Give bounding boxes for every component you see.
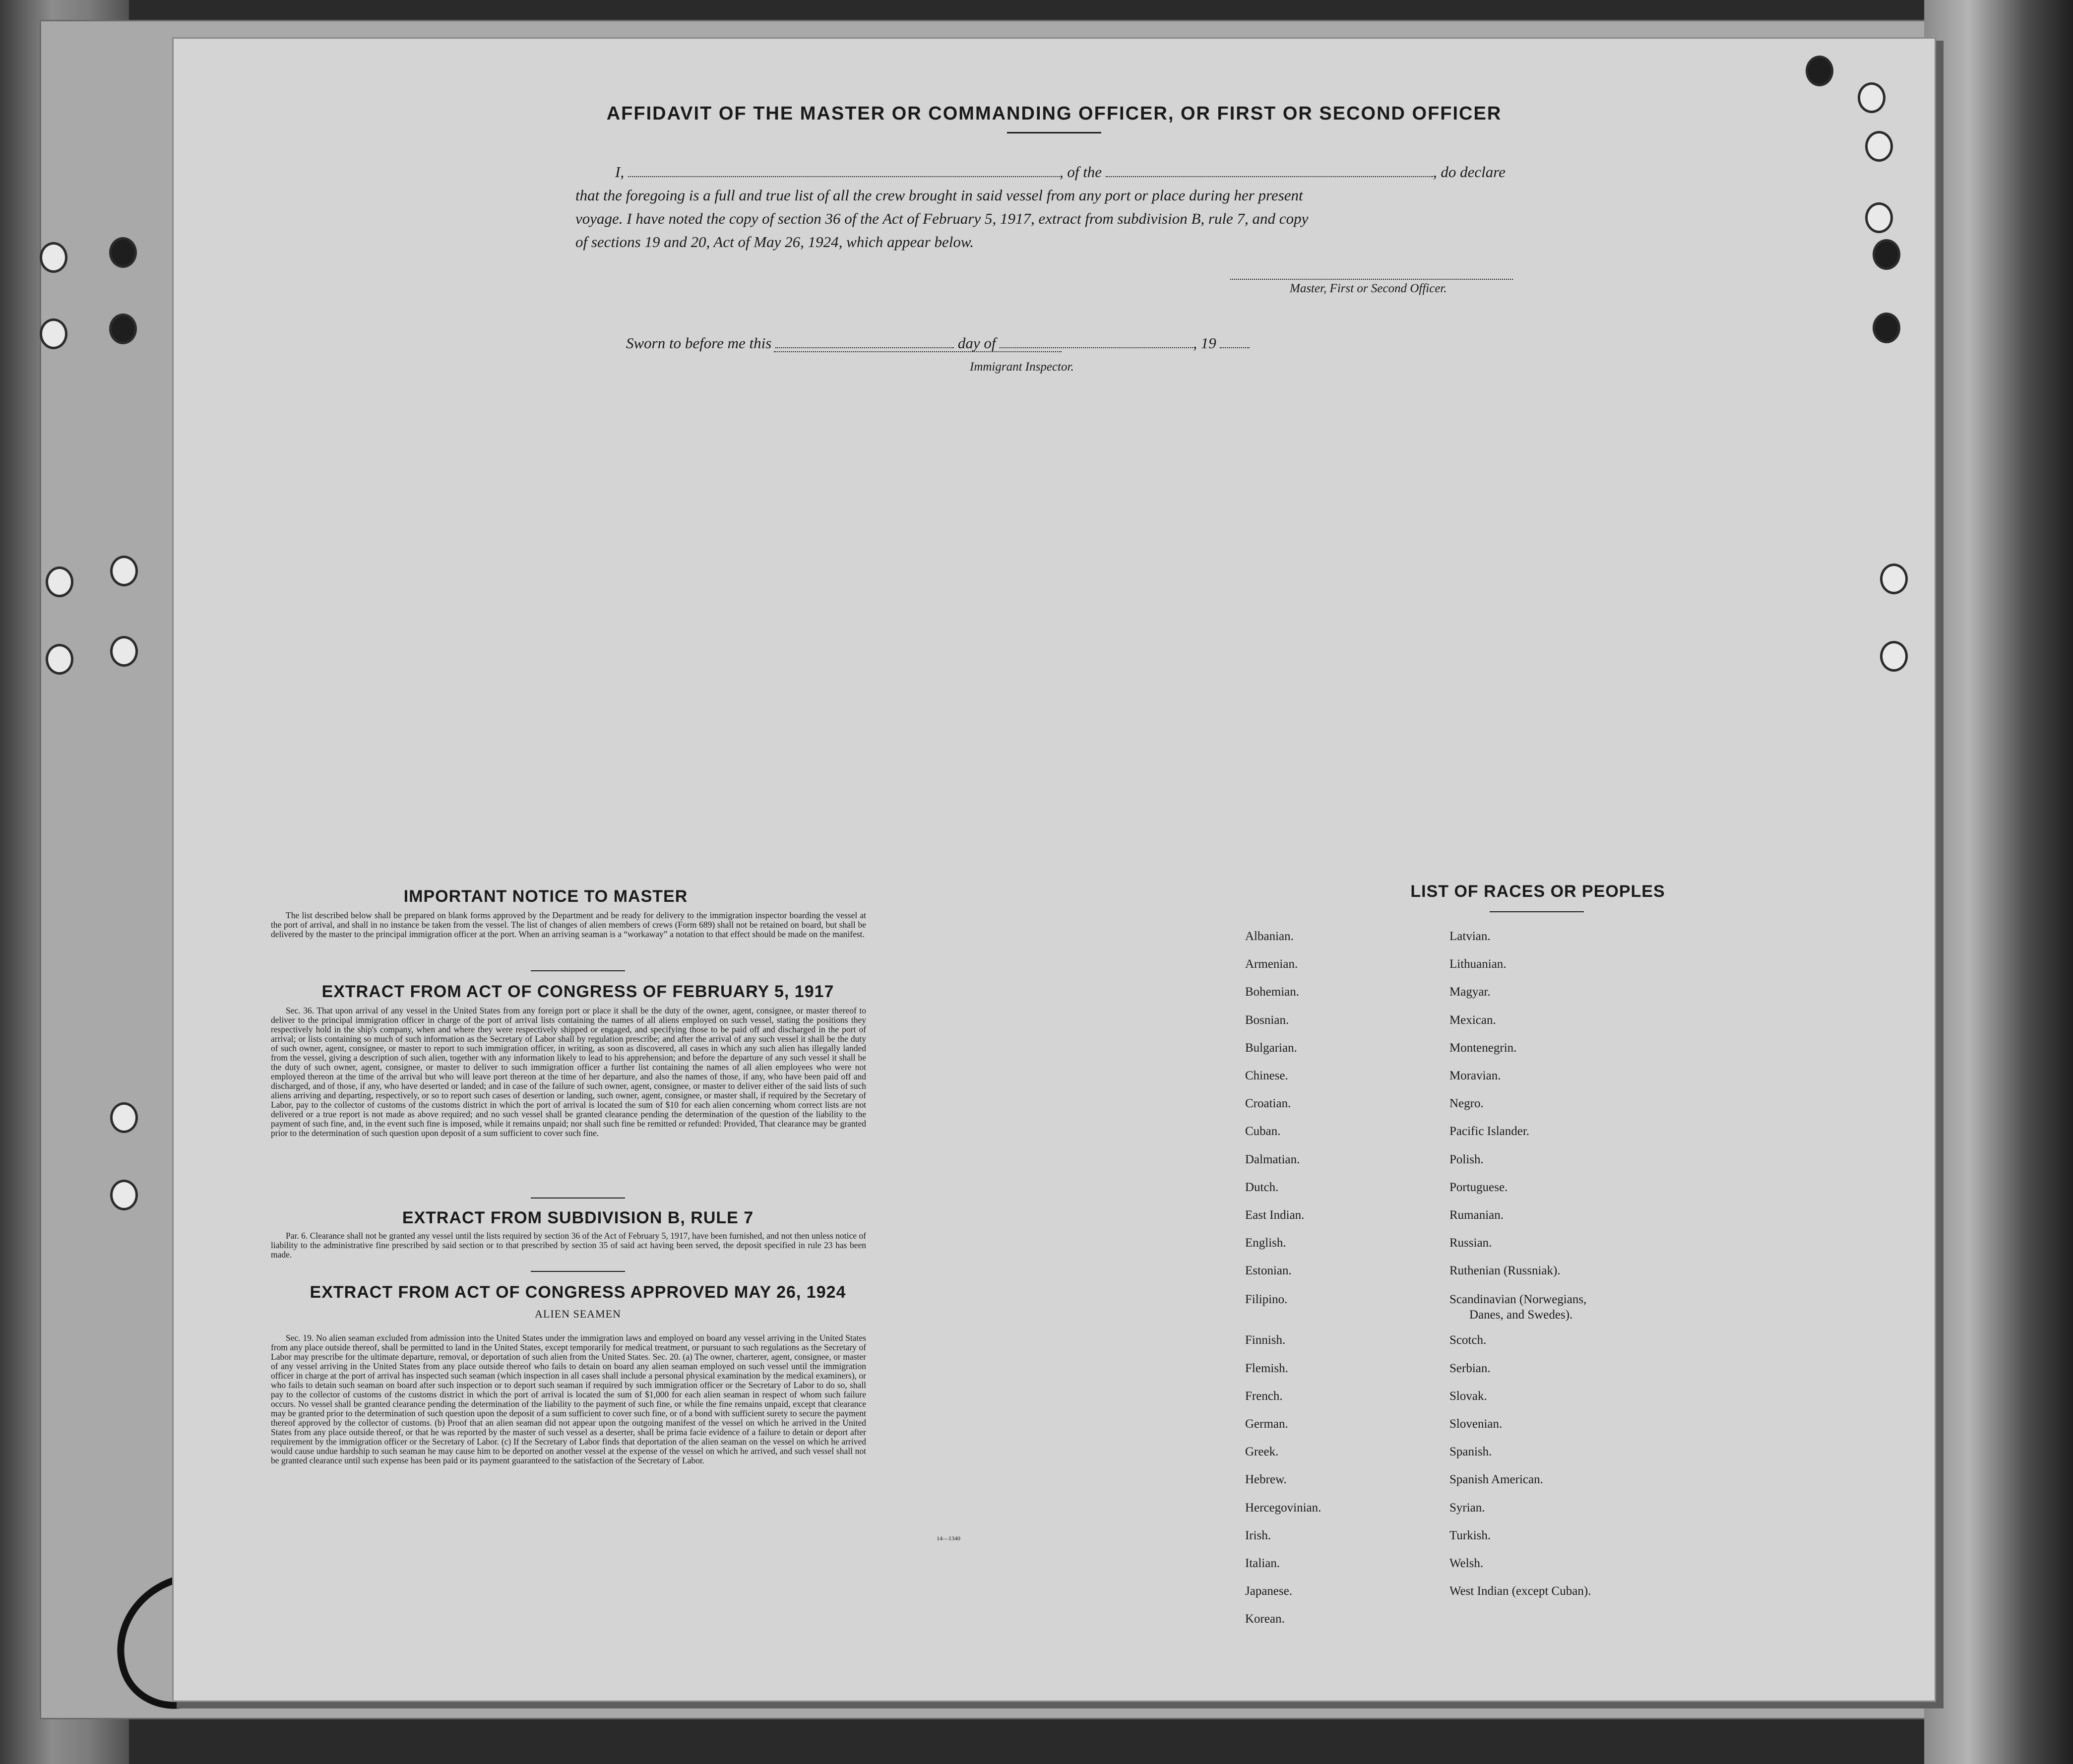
alien-seamen-subtitle: ALIEN SEAMEN	[535, 1308, 621, 1320]
race-item: Slovak.	[1449, 1389, 1487, 1403]
master-signature-caption: Master, First or Second Officer.	[1290, 282, 1447, 295]
section-rule	[531, 1271, 625, 1272]
binder-hole-icon	[46, 567, 73, 597]
race-item: Irish.	[1245, 1528, 1271, 1542]
race-item: Dutch.	[1245, 1180, 1279, 1194]
name-field[interactable]	[628, 162, 1060, 177]
binder-hole-icon	[110, 636, 138, 667]
race-item: Greek.	[1245, 1445, 1279, 1459]
race-item: East Indian.	[1245, 1208, 1305, 1222]
races-rule	[1490, 911, 1584, 912]
binder-hole-icon	[110, 1180, 138, 1210]
inspector-signature-line[interactable]	[774, 350, 1062, 352]
binder-hole-icon	[109, 314, 137, 344]
race-item: Croatian.	[1245, 1097, 1291, 1111]
sworn-year-field[interactable]	[1220, 334, 1250, 348]
page-hole-icon	[1865, 202, 1893, 233]
race-item-line: Danes, and Swedes).	[1469, 1308, 1573, 1322]
race-item: English.	[1245, 1236, 1286, 1250]
race-item: Filipino.	[1245, 1293, 1288, 1307]
page-hole-icon	[1880, 564, 1908, 594]
race-item: Bosnian.	[1245, 1013, 1289, 1027]
race-item: Estonian.	[1245, 1264, 1292, 1278]
race-item: Flemish.	[1245, 1361, 1288, 1375]
race-item: West Indian (except Cuban).	[1449, 1584, 1591, 1598]
master-signature-line[interactable]	[1230, 278, 1513, 280]
race-item: German.	[1245, 1417, 1288, 1431]
declaration-line-3: voyage. I have noted the copy of section 36 of the Act of February 5, 1917, extract from subdivision B, rule 7, and copy	[575, 210, 1309, 227]
race-item: Bulgarian.	[1245, 1041, 1297, 1055]
section-rule	[531, 1197, 625, 1198]
page-hole-icon	[1873, 313, 1900, 343]
form-number: 14—1340	[937, 1535, 960, 1542]
race-item: Scotch.	[1449, 1333, 1487, 1347]
race-item: Slovenian.	[1449, 1417, 1503, 1431]
race-item-line: Scandinavian (Norwegians,	[1449, 1293, 1587, 1307]
binder-hole-icon	[109, 237, 137, 268]
race-item: Cuban.	[1245, 1125, 1281, 1138]
race-item: Latvian.	[1449, 930, 1491, 943]
extract-1917-text: Sec. 36. That upon arrival of any vessel in the United States from any foreign port or place it shall be the duty of the owner, agent, consignee, or master thereof to deliver to the principal immigration officer in charge of the port of arrival lists containing the names of all aliens employed on such vessel, stating the positions they respectively hold in the ship's company, when and where they were respectively shipped or engaged, and specifying those to be paid off and discharged in the port of arrival; or lists containing so much of such information as the Secretary of Labor shall by regulation prescribe; and after the arrival of any such vessel it shall be the duty of such owner, agent, consignee, or master to report to such immigration officer, in writing, as soon as discovered, all cases in which any such alien has illegally landed from the vessel, giving a description of such alien, together with any information likely to lead to his apprehension; and before the departure of any such vessel it shall be the duty of such owner, agent, consignee, or master to deliver to such immigration officer a further list containing the names of all alien employees who were not employed thereon at the time of the arrival but who will leave port thereon at the time of her departure, and also the names of those, if any, who have been paid off and discharged, and of those, if any, who have deserted or landed; and in case of the failure of such owner, agent, consignee, or master to deliver either of the said lists of such aliens arriving and departing, respectively, or so to report such cases of desertion or landing, such owner, agent, consignee, or master shall, if required by the Secretary of Labor, pay to the collector of customs of the customs district in which the port of arrival is located the sum of $10 for each alien concerning whom correct lists are not delivered or a true report is not made as above required; and no such vessel shall be granted clearance pending the determination of the question of the liability to the payment of such fine, and, in the event such fine is imposed, while it remains unpaid; nor shall such fine be remitted or refunded: Provided, That clearance may be granted prior to the determination of such question upon deposit of a sum sufficient to cover such fine.	[271, 1006, 866, 1138]
race-item: Pacific Islander.	[1449, 1125, 1530, 1138]
race-item: Syrian.	[1449, 1501, 1485, 1514]
sworn-day-field[interactable]	[775, 334, 954, 348]
race-item: Polish.	[1449, 1152, 1484, 1166]
race-item: Albanian.	[1245, 930, 1294, 943]
do-declare-label: , do declare	[1433, 163, 1506, 181]
declaration-line-1	[575, 160, 1726, 184]
binder-hole-icon	[110, 556, 138, 586]
race-item: Spanish American.	[1449, 1473, 1543, 1487]
declaration-i: I,	[615, 163, 625, 181]
races-right-column	[1449, 930, 1591, 1612]
race-item: Mexican.	[1449, 1013, 1496, 1027]
rule7-text: Par. 6. Clearance shall not be granted any vessel until the lists required by section 36 of the Act of February 5, 1917, have been furnished, and not then unless notice of liability to the administrative fine prescribed by said section or to that prescribed by section 35 of said act having been served, the deposit specified in rule 23 has been made.	[271, 1231, 866, 1260]
title-rule	[1007, 132, 1101, 133]
extract-1924-title: EXTRACT FROM ACT OF CONGRESS APPROVED MAY 26, 1924	[310, 1283, 846, 1302]
race-item: Korean.	[1245, 1612, 1285, 1626]
race-item: Hebrew.	[1245, 1473, 1287, 1487]
binder-edge-right	[1924, 0, 2073, 1764]
race-item: Rumanian.	[1449, 1208, 1504, 1222]
race-item: Italian.	[1245, 1556, 1280, 1570]
year-label: , 19	[1193, 334, 1216, 352]
binder-hole-icon	[40, 318, 67, 349]
binder-hole-icon	[110, 1102, 138, 1133]
race-item: Negro.	[1449, 1097, 1484, 1111]
race-item: Bohemian.	[1245, 985, 1300, 999]
race-item: Ruthenian (Russniak).	[1449, 1264, 1561, 1278]
affidavit-page	[174, 39, 1935, 1701]
declaration-line-4: of sections 19 and 20, Act of May 26, 1924, which appear below.	[575, 233, 974, 251]
race-item: Turkish.	[1449, 1528, 1491, 1542]
race-item: Magyar.	[1449, 985, 1491, 999]
notice-title: IMPORTANT NOTICE TO MASTER	[403, 887, 688, 906]
race-item: Russian.	[1449, 1236, 1492, 1250]
sworn-label: Sworn to before me this	[626, 334, 772, 352]
races-title: LIST OF RACES OR PEOPLES	[1410, 882, 1665, 901]
race-item: Montenegrin.	[1449, 1041, 1517, 1055]
inspector-signature-caption: Immigrant Inspector.	[970, 360, 1074, 374]
race-item: Dalmatian.	[1245, 1152, 1300, 1166]
page-hole-icon	[1806, 56, 1833, 86]
race-item: Spanish.	[1449, 1445, 1492, 1459]
sworn-line	[626, 334, 1250, 352]
race-item: French.	[1245, 1389, 1283, 1403]
binder-hole-icon	[40, 242, 67, 273]
extract-1924-text: Sec. 19. No alien seaman excluded from admission into the United States under the immigration laws and employed on board any vessel arriving in the United States from any place outside thereof, shall be permitted to land in the United States, except temporarily for medical treatment, or pursuant to such regulations as the Secretary of Labor may prescribe for the ultimate departure, removal, or deportation of such alien from the United States. Sec. 20. (a) The owner, charterer, agent, consignee, or master of any vessel arriving in the United States from any place outside thereof who fails to detain on board any alien seaman employed on such vessel until the immigration officer in charge at the port of arrival has inspected such seaman (which inspection in all cases shall include a personal physical examination by the medical examiners), or who fails to detain such seaman on board after such inspection or to deport such seaman if required by such immigration officer or the Secretary of Labor to do so, shall pay to the collector of customs of the customs district in which the port of arrival is located the sum of $1,000 for each alien seaman in respect of whom such failure occurs. No vessel shall be granted clearance pending the determination of the liability to the payment of such fine, or while the fine remains unpaid, except that clearance may be granted prior to the determination of such question upon the deposit of a sum sufficient to cover such fine, or of a bond with sufficient surety to secure the payment thereof approved by the collector of customs. (b) Proof that an alien seaman did not appear upon the outgoing manifest of the vessel on which he arrived in the United States from any place outside thereof, or that he was reported by the master of such vessel as a deserter, shall be prima facie evidence of a failure to detain or deport after requirement by the immigration officer or the Secretary of Labor. (c) If the Secretary of Labor finds that deportation of the alien seaman on the vessel on which he arrived would cause undue hardship to such seaman he may cause him to be deported on another vessel at the expense of the vessel on which he arrived, and such vessel shall not be granted clearance until such expense has been paid or its payment guaranteed to the satisfaction of the Secretary of Labor.	[271, 1333, 866, 1465]
race-item: Welsh.	[1449, 1556, 1484, 1570]
page-hole-icon	[1865, 131, 1893, 162]
page-hole-icon	[1873, 239, 1900, 270]
race-item	[1449, 1292, 1591, 1333]
race-item: Portuguese.	[1449, 1180, 1508, 1194]
sworn-month-field[interactable]	[1000, 334, 1193, 348]
affidavit-title: AFFIDAVIT OF THE MASTER OR COMMANDING OFFICER, OR FIRST OR SECOND OFFICER	[606, 103, 1502, 124]
day-of-label: day of	[957, 334, 996, 352]
race-item: Chinese.	[1245, 1069, 1288, 1082]
race-item: Japanese.	[1245, 1584, 1293, 1598]
declaration-text	[575, 160, 1726, 253]
race-item: Finnish.	[1245, 1333, 1286, 1347]
of-the-label: , of the	[1059, 163, 1102, 181]
binder-hole-icon	[46, 644, 73, 675]
section-rule	[531, 970, 625, 971]
race-item: Hercegovinian.	[1245, 1501, 1321, 1514]
race-item: Moravian.	[1449, 1069, 1501, 1082]
race-item: Lithuanian.	[1449, 957, 1507, 971]
race-item: Serbian.	[1449, 1361, 1491, 1375]
vessel-field[interactable]	[1106, 162, 1433, 177]
notice-text: The list described below shall be prepared on blank forms approved by the Department and be ready for delivery to the immigration inspector boarding the vessel at the port of arrival, and shall in no instance be taken from the vessel. The list of changes of alien members of crews (Form 689) shall not be retained on board, but shall be delivered by the master to the principal immigration officer at the port. When an arriving seaman is a “workaway” a notation to that effect should be made on the manifest.	[271, 910, 866, 939]
rule7-title: EXTRACT FROM SUBDIVISION B, RULE 7	[402, 1208, 754, 1227]
race-item: Armenian.	[1245, 957, 1298, 971]
extract-1917-title: EXTRACT FROM ACT OF CONGRESS OF FEBRUARY 5, 1917	[321, 982, 834, 1001]
races-left-column	[1245, 930, 1321, 1640]
page-hole-icon	[1880, 641, 1908, 672]
declaration-line-2: that the foregoing is a full and true list of all the crew brought in said vessel from any port or place during her present	[575, 187, 1303, 204]
